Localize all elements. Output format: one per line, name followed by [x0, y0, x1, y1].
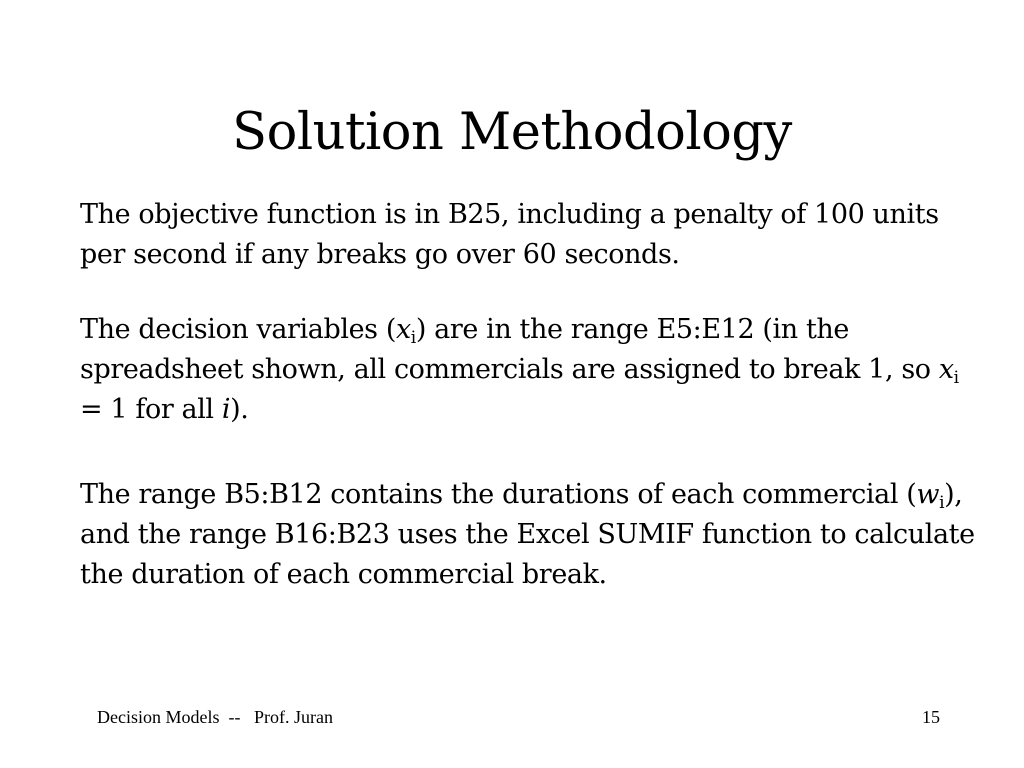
variable-x: x: [938, 354, 954, 385]
slide-title: Solution Methodology: [232, 103, 792, 162]
variable-x: x: [395, 314, 411, 345]
paragraph-decision-variables-text: ).: [230, 394, 249, 425]
footer-course-label: Decision Models -- Prof. Juran: [97, 707, 333, 727]
paragraph-durations: [80, 475, 980, 595]
footer-page-number: 15: [922, 707, 940, 727]
subscript-i: i: [939, 493, 945, 513]
paragraph-decision-variables-text: ) are in the range E5:E12 (in the spreadsheet shown, all commercials are assigned to break 1, so: [80, 314, 939, 385]
paragraph-objective-function: The objective function is in B25, including a penalty of 100 units per second if any breaks go over 60 seconds.: [80, 199, 939, 270]
subscript-i: i: [953, 368, 959, 388]
paragraph-durations-text: The range B5:B12 contains the durations of each commercial (: [80, 479, 917, 510]
paragraph-decision-variables-text: The decision variables (: [80, 314, 396, 345]
variable-w: w: [916, 479, 940, 510]
paragraph-durations-text: ), and the range B16:B23 uses the Excel SUMIF function to calculate the duration of each commercial break.: [80, 479, 975, 590]
paragraph-decision-variables-text: = 1 for all: [80, 394, 222, 425]
subscript-i: i: [410, 328, 416, 348]
paragraph-decision-variables: [80, 310, 980, 430]
variable-i: i: [221, 394, 231, 425]
